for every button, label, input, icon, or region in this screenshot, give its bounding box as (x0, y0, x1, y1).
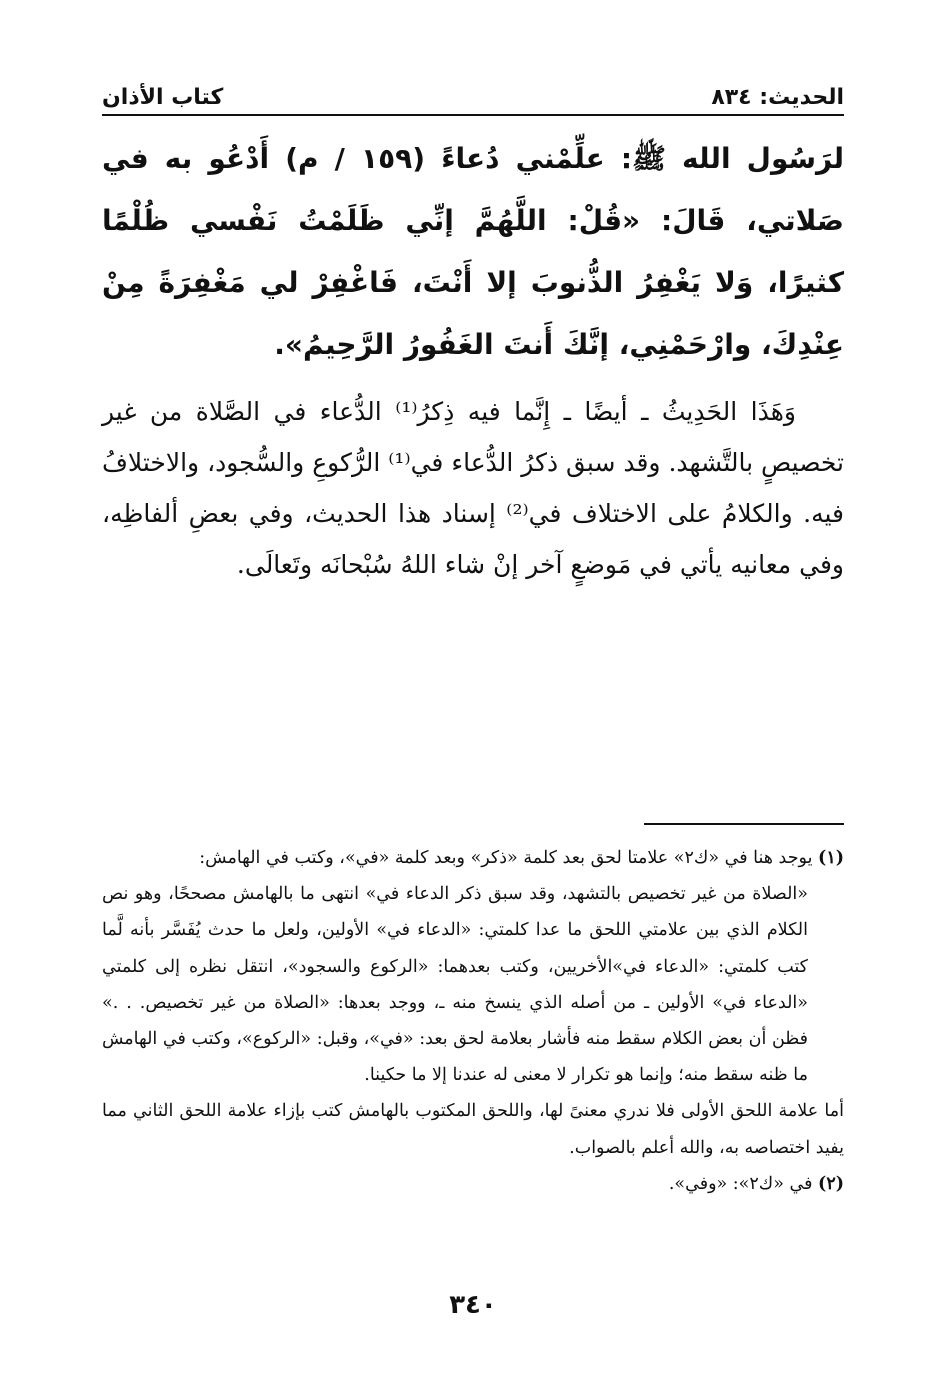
main-text (102, 128, 844, 590)
page-number: ٣٤٠ (449, 1290, 497, 1320)
running-header (102, 78, 844, 110)
footnote-marker: (١) (818, 848, 844, 868)
footnote-marker: (٢) (818, 1173, 844, 1194)
footnote-1 (102, 840, 844, 876)
footnote-divider (644, 823, 844, 825)
hadith-reference: الحديث: ٨٣٤ (711, 85, 844, 110)
footnote-1-body: «الصلاة من غير تخصيص بالتشهد، وقد سبق ذكر الدعاء في» انتهى ما بالهامش مصححًا، وهو نص الكلام الذي بين علامتي اللحق ما عدا كلمتي: «الدعاء في» الأولين، ولعل ما حدث يُفَسَّر بأنه لَّما كتب كلمتي: «الدعاء في»الأخريين، وكتب بعدهما: «الركوع والسجود»، انتقل نظره إلى كلمتي «الدعاء في» الأولين ـ من أصله الذي ينسخ منه ـ، ووجد بعدها: «الصلاة من غير تخصيص. . .» فظن أن بعض الكلام سقط منه فأشار بعلامة لحق بعد: «في»، وقبل: «الركوع»، وكتب في الهامش ما ظنه سقط منه؛ وإنما هو تكرار لا معنى له عندنا إلا ما حكينا. (102, 884, 808, 1086)
commentary-paragraph: وَهَذَا الحَدِيثُ ـ أيضًا ـ إِنَّما فيه ذِكرُ⁽¹⁾ الدُّعاء في الصَّلاة من غير تخصيصٍ بالتَّشهد. وقد سبق ذكرُ الدُّعاء في⁽¹⁾ الرُّكوعِ والسُّجود، والاختلافُ فيه. والكلامُ على الاختلاف في⁽²⁾ إسناد هذا الحديث، وفي بعضِ ألفاظِه، وفي معانيه يأتي في مَوضعٍ آخر إنْ شاء اللهُ سُبْحانَه وتَعالَى. (102, 397, 845, 579)
footnotes (102, 840, 844, 1202)
footnote-text: يوجد هنا في «ك٢» علامتا لحق بعد كلمة «ذكر» وبعد كلمة «في»، وكتب في الهامش: (199, 848, 813, 868)
hadith-paragraph: لرَسُول الله ﷺ: علِّمْني دُعاءً (١٥٩ / م) أَدْعُو به في صَلاتي، قَالَ: «قُلْ: اللَّهُمَّ إنِّي ظَلَمْتُ نَفْسي ظُلْمًا كثيرًا، وَلا يَغْفِرُ الذُّنوبَ إلا أَنْتَ، فَاغْفِرْ لي مَغْفِرَةً مِنْ عِنْدِكَ، وارْحَمْنِي، إنَّكَ أَنتَ الغَفُورُ الرَّحِيمُ». (102, 142, 844, 361)
footnote-1-continuation: أما علامة اللحق الأولى فلا ندري معنىً لها، واللحق المكتوب بالهامش كتب بإزاء علامة اللحق الثاني مما يفيد اختصاصه به، والله أعلم بالصواب. (102, 1101, 844, 1158)
footnote-text: في «ك٢»: «وفي». (668, 1173, 813, 1194)
footnote-2 (102, 1166, 844, 1202)
book-title: كتاب الأذان (102, 85, 224, 110)
header-divider (102, 114, 844, 116)
